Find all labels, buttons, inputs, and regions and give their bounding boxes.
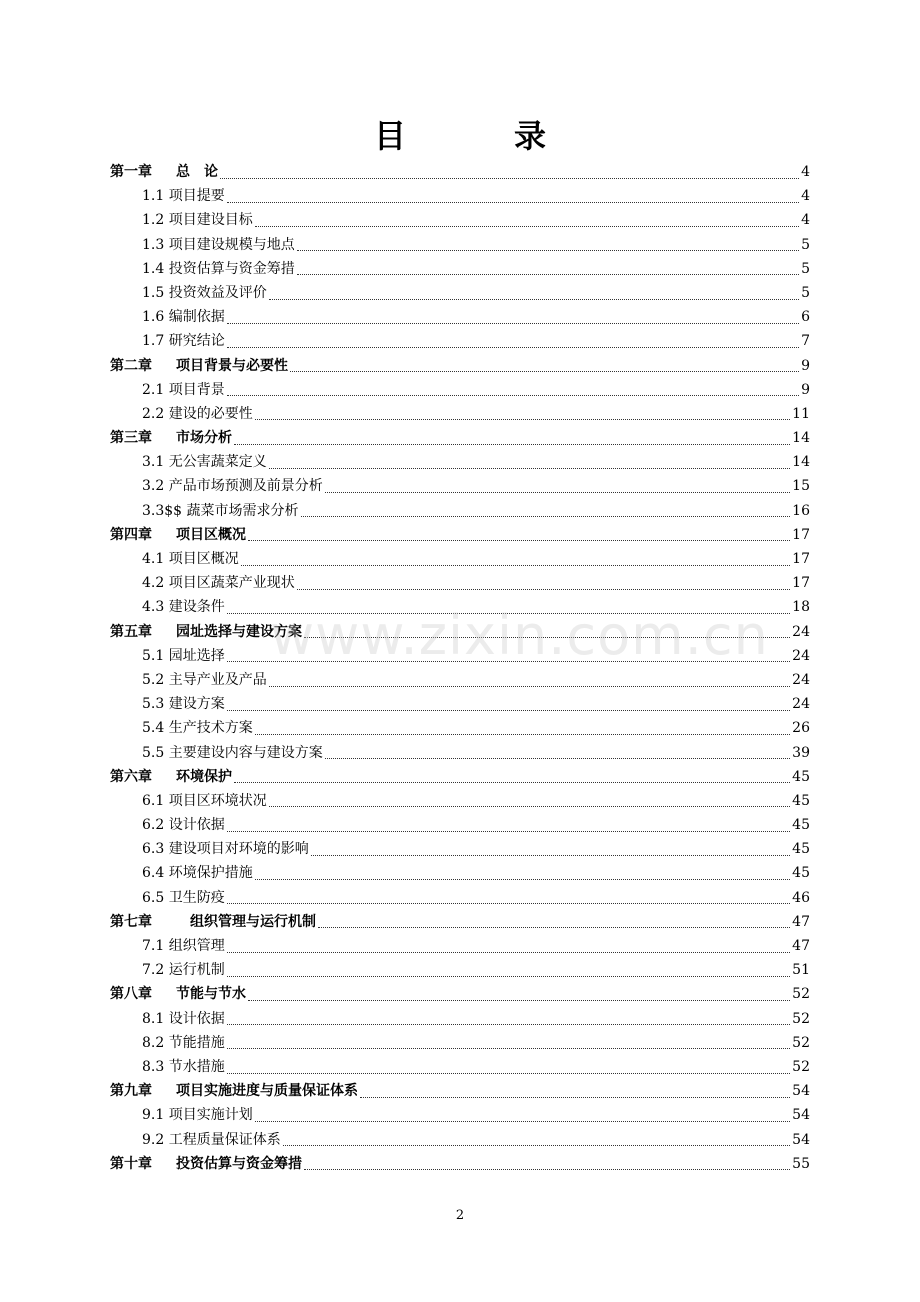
toc-entry-number: 8.2 [142,1034,165,1051]
toc-section-entry[interactable] [110,668,810,692]
toc-entry-title [142,1007,225,1031]
toc-section-entry[interactable] [110,1031,810,1055]
toc-page-number: 9 [801,357,810,374]
toc-entry-title [110,426,232,450]
toc-entry-title [110,982,246,1006]
toc-entry-title [142,692,225,716]
dot-leader [290,369,799,372]
toc-chapter-entry[interactable] [110,523,810,547]
dot-leader [227,321,799,324]
toc-entry-number: 6.2 [142,817,165,834]
toc-chapter-entry[interactable] [110,620,810,644]
toc-entry-title [142,1103,253,1127]
toc-entry-label: 节水措施 [168,1058,225,1075]
toc-entry-label: 投资估算与资金筹措 [168,260,295,277]
toc-entry-number: 1.1 [142,188,165,205]
dot-leader [241,563,790,566]
toc-page-number: 24 [792,696,810,713]
toc-section-entry[interactable] [110,233,810,257]
toc-entry-number: 6.1 [142,792,165,809]
toc-entry-number: 第五章 [110,623,152,640]
toc-entry-title [142,789,267,813]
dot-leader [360,1095,790,1098]
toc-entry-title [142,837,309,861]
toc-entry-label: 组织管理 [168,938,225,954]
toc-entry-label: 环境保护措施 [168,865,253,882]
toc-entry-number: 第二章 [110,357,152,374]
toc-entry-label: 主要建设内容与建设方案 [168,744,323,761]
toc-entry-label: 建设项目对环境的影响 [168,841,309,858]
toc-section-entry[interactable] [110,861,810,885]
dot-leader [227,200,799,203]
toc-entry-title [142,450,267,474]
toc-entry-label: 产品市场预测及前景分析 [168,478,323,495]
toc-page-number: 54 [792,1083,810,1100]
toc-entry-label: 运行机制 [168,962,225,979]
toc-section-entry[interactable] [110,692,810,716]
toc-entry-number: 第八章 [110,986,152,1003]
toc-section-entry[interactable] [110,934,810,958]
toc-entry-number: 6.4 [142,865,165,882]
toc-page-number: 17 [792,551,810,567]
toc-entry-title [142,233,295,257]
toc-page-number: 47 [792,913,810,930]
toc-entry-label: 设计依据 [168,817,225,834]
toc-entry-title [142,668,267,692]
toc-entry-number: 1.4 [142,260,165,277]
toc-section-entry[interactable] [110,208,810,232]
dot-leader [234,780,790,783]
toc-page-number: 11 [792,405,810,422]
toc-page-number: 4 [801,212,810,229]
toc-section-entry[interactable] [110,813,810,837]
toc-entry-label: 工程质量保证体系 [168,1131,281,1148]
toc-page-number: 46 [792,889,810,906]
toc-entry-title [142,281,267,305]
toc-chapter-entry[interactable] [110,910,810,934]
toc-entry-label: 节能与节水 [176,986,246,1003]
toc-entry-title [142,305,225,329]
toc-entry-number: 1.3 [142,236,165,253]
toc-entry-label: 主导产业及产品 [168,671,267,688]
toc-chapter-entry[interactable] [110,354,810,378]
toc-entry-number: 8.1 [142,1010,165,1027]
toc-entry-number: 7.2 [142,962,165,979]
toc-entry-number: 3.2 [142,478,165,495]
toc-page-number: 47 [792,938,810,954]
dot-leader [269,804,790,807]
dot-leader [301,514,791,517]
toc-page-number: 16 [792,502,810,519]
toc-entry-label: 项目背景 [168,381,225,398]
toc-page-number: 14 [792,430,810,447]
toc-entry-title [110,620,302,644]
toc-page-number: 6 [801,309,810,326]
toc-entry-title [110,910,316,934]
toc-entry-number: 5.5 [142,744,165,761]
toc-entry-title [142,499,299,523]
toc-entry-title [110,765,232,789]
toc-entry-label: 设计依据 [168,1010,225,1027]
toc-page-number: 9 [801,381,810,398]
dot-leader [227,611,790,614]
toc-entry-label: 生产技术方案 [168,720,253,737]
toc-section-entry[interactable] [110,644,810,668]
toc-entry-label: 投资效益及评价 [168,284,267,301]
toc-entry-label: 市场分析 [176,430,232,447]
toc-entry-number: 2.2 [142,405,165,422]
dot-leader [227,950,790,953]
toc-page-number: 45 [792,768,810,785]
toc-entry-number: 9.2 [142,1131,165,1148]
toc-page-number: 5 [801,284,810,301]
toc-page-number: 45 [792,792,810,809]
toc-page-number: 15 [792,478,810,495]
toc-section-entry[interactable] [110,1007,810,1031]
toc-section-entry[interactable] [110,329,810,353]
toc-entry-label: 项目区概况 [176,526,246,543]
toc-entry-number: 5.1 [142,647,165,664]
toc-entry-number: 9.1 [142,1107,165,1124]
dot-leader [255,1119,790,1122]
toc-section-entry[interactable] [110,547,810,571]
toc-page-number: 5 [801,260,810,277]
toc-section-entry[interactable] [110,281,810,305]
toc-page-number: 4 [801,188,810,205]
toc-section-entry[interactable] [110,886,810,910]
toc-page-number: 17 [792,575,810,592]
toc-entry-number: 5.2 [142,671,165,688]
toc-entry-label: 园址选择 [168,647,225,664]
dot-leader [248,538,790,541]
toc-entry-number: 6.3 [142,841,165,858]
toc-entry-label: 无公害蔬菜定义 [168,454,267,471]
toc-entry-label: 环境保护 [176,768,232,785]
toc-entry-label: 蔬菜市场需求分析 [186,502,299,519]
dot-leader [325,490,790,493]
toc-page-number: 39 [792,744,810,761]
toc-page-number: 17 [792,526,810,543]
dot-leader [227,708,790,711]
toc-entry-label: 项目背景与必要性 [176,357,288,374]
toc-chapter-entry[interactable] [110,765,810,789]
toc-entry-title [142,474,323,498]
toc-section-entry[interactable] [110,184,810,208]
toc-page-number: 52 [792,986,810,1003]
toc-entry-label: 建设条件 [168,599,225,616]
toc-entry-label: 项目区蔬菜产业现状 [168,575,295,592]
toc-entry-number: 1.2 [142,212,165,229]
toc-section-entry[interactable] [110,474,810,498]
toc-section-entry[interactable] [110,499,810,523]
toc-page-number: 54 [792,1107,810,1124]
toc-page-number: 55 [792,1155,810,1172]
toc-section-entry[interactable] [110,741,810,765]
dot-leader [227,345,799,348]
toc-entry-number: 第三章 [110,430,152,447]
toc-entry-number: 7.1 [142,938,165,954]
toc-entry-number: 第六章 [110,768,152,785]
toc-section-entry[interactable] [110,716,810,740]
toc-entry-label: 项目实施计划 [168,1107,253,1124]
toc-page-number: 45 [792,817,810,834]
toc-entry-number: 6.5 [142,889,165,906]
toc-page-number: 26 [792,720,810,737]
toc-entry-label: 建设方案 [168,696,225,713]
toc-entry-number: 5.3 [142,696,165,713]
dot-leader [304,1167,790,1170]
toc-entry-number: 1.7 [142,333,165,350]
toc-entry-title [142,861,253,885]
toc-entry-label: 项目提要 [168,188,225,205]
toc-section-entry[interactable] [110,378,810,402]
dot-leader [248,998,790,1001]
toc-page-number: 51 [792,962,810,979]
toc-chapter-entry[interactable] [110,1079,810,1103]
toc-entry-title [110,1079,358,1103]
toc-entry-number: 第七章 [110,913,152,930]
toc-entry-title [142,378,225,402]
toc-entry-title [110,1152,302,1176]
toc-entry-number: 8.3 [142,1058,165,1075]
toc-entry-title [142,716,253,740]
dot-leader [227,1046,790,1049]
toc-page-number: 52 [792,1034,810,1051]
toc-page-number: 5 [801,236,810,253]
toc-section-entry[interactable] [110,305,810,329]
toc-entry-title [142,571,295,595]
toc-chapter-entry[interactable] [110,160,810,184]
toc-entry-number: 2.1 [142,381,165,398]
toc-entry-label: 项目区环境状况 [168,792,267,809]
toc-entry-title [142,1055,225,1079]
dot-leader [227,393,799,396]
toc-entry-number: 5.4 [142,720,165,737]
toc-entry-number: 3.3$$ [142,502,183,519]
dot-leader [269,297,799,300]
toc-entry-title [142,402,253,426]
toc-entry-label: 投资估算与资金筹措 [176,1155,302,1172]
toc-entry-title [142,886,225,910]
toc-entry-label: 研究结论 [168,333,225,350]
toc-entry-title [142,208,253,232]
dot-leader [283,1143,790,1146]
dot-leader [227,974,790,977]
toc-section-entry[interactable] [110,402,810,426]
toc-page-number: 14 [792,454,810,471]
dot-leader [304,635,790,638]
toc-chapter-entry[interactable] [110,982,810,1006]
toc-page-number: 7 [801,333,810,350]
dot-leader [227,901,790,904]
dot-leader [297,587,790,590]
dot-leader [220,176,799,179]
toc-page-number: 18 [792,599,810,616]
toc-page-number: 24 [792,671,810,688]
toc-entry-label: 总 论 [176,164,218,180]
toc-entry-title [142,547,239,571]
toc-entry-label: 节能措施 [168,1034,225,1051]
toc-chapter-entry[interactable] [110,1152,810,1176]
toc-section-entry[interactable] [110,837,810,861]
toc-page-number: 54 [792,1131,810,1148]
toc-entry-label: 卫生防疫 [168,889,225,906]
toc-entry-title [142,257,295,281]
dot-leader [255,224,799,227]
toc-section-entry[interactable] [110,1128,810,1152]
toc-entry-label: 园址选择与建设方案 [176,623,302,640]
toc-entry-title [142,958,225,982]
toc-section-entry[interactable] [110,1103,810,1127]
toc-entry-title [142,741,323,765]
table-of-contents [110,160,810,1176]
toc-entry-title [142,329,225,353]
toc-entry-title [110,354,288,378]
toc-entry-title [142,184,225,208]
toc-section-entry[interactable] [110,1055,810,1079]
toc-entry-title [142,813,225,837]
dot-leader [325,756,790,759]
toc-page-number: 52 [792,1058,810,1075]
page-title: 目 录 [373,117,584,155]
dot-leader [318,925,790,928]
toc-entry-number: 4.1 [142,551,165,567]
dot-leader [297,272,799,275]
toc-section-entry[interactable] [110,450,810,474]
toc-entry-title [110,160,218,184]
dot-leader [269,684,790,687]
toc-entry-title [110,523,246,547]
toc-entry-number: 4.3 [142,599,165,616]
toc-entry-number: 第四章 [110,526,152,543]
toc-page-number: 52 [792,1010,810,1027]
toc-entry-number: 1.5 [142,284,165,301]
toc-entry-label: 项目建设目标 [168,212,253,229]
toc-entry-title [142,934,225,958]
toc-entry-label: 项目实施进度与质量保证体系 [176,1083,358,1100]
page-number: 2 [455,1208,465,1223]
toc-entry-title [142,595,225,619]
toc-section-entry[interactable] [110,257,810,281]
toc-entry-label: 组织管理与运行机制 [176,913,316,930]
dot-leader [227,1022,790,1025]
dot-leader [269,466,790,469]
toc-entry-number: 3.1 [142,454,165,471]
toc-section-entry[interactable] [110,958,810,982]
toc-section-entry[interactable] [110,595,810,619]
toc-section-entry[interactable] [110,571,810,595]
dot-leader [227,659,790,662]
dot-leader [255,732,790,735]
toc-page-number: 4 [801,164,810,180]
toc-entry-title [142,644,225,668]
toc-entry-label: 建设的必要性 [168,405,253,422]
toc-entry-title [142,1128,281,1152]
toc-entry-number: 第十章 [110,1155,152,1172]
toc-page-number: 45 [792,841,810,858]
toc-entry-label: 项目区概况 [168,551,239,567]
dot-leader [311,853,790,856]
dot-leader [234,442,790,445]
toc-entry-label: 编制依据 [168,309,225,326]
dot-leader [255,877,790,880]
toc-entry-number: 第一章 [110,164,152,180]
toc-page-number: 24 [792,623,810,640]
dot-leader [227,829,790,832]
dot-leader [297,248,799,251]
toc-section-entry[interactable] [110,789,810,813]
dot-leader [255,417,790,420]
toc-chapter-entry[interactable] [110,426,810,450]
toc-entry-number: 1.6 [142,309,165,326]
toc-entry-title [142,1031,225,1055]
watermark: www.zixin.com.cn [270,604,769,667]
toc-page-number: 45 [792,865,810,882]
toc-entry-number: 第九章 [110,1083,152,1100]
toc-page-number: 24 [792,647,810,664]
toc-entry-label: 项目建设规模与地点 [168,236,295,253]
toc-entry-number: 4.2 [142,575,165,592]
dot-leader [227,1071,790,1074]
